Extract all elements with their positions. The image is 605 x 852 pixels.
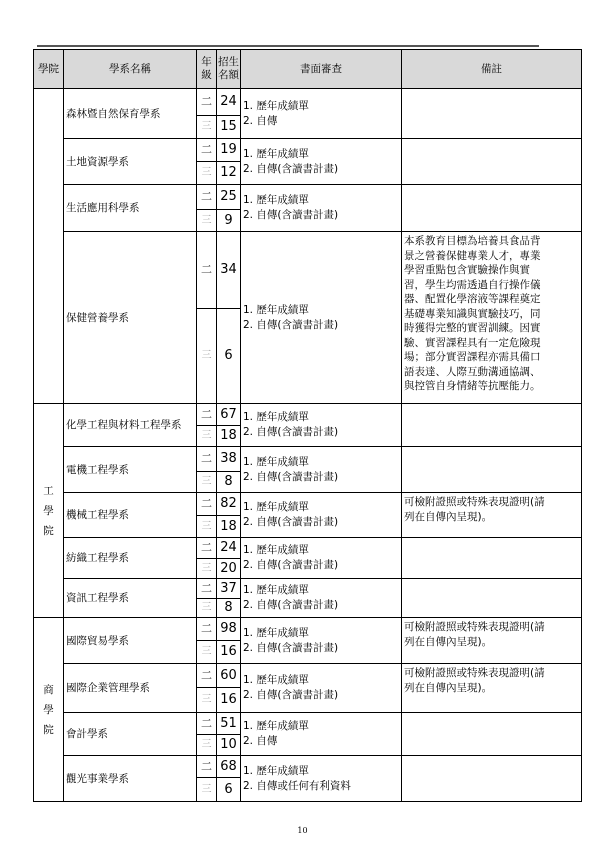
admissions-table [33, 49, 582, 802]
quota-grade3: 9 [217, 210, 241, 232]
program-name: 電機工程學系 [64, 447, 197, 493]
college-cell [34, 404, 64, 618]
college-name-char: 學 [43, 504, 54, 517]
grade-label: 三 [197, 162, 217, 185]
note-line: 時獲得完整的實習訓練。因實 [404, 322, 541, 334]
review-item: 2. 自傳(含讀書計畫) [243, 318, 339, 331]
college-name-char: 工 [43, 484, 54, 497]
note-line: 列在自傳內呈現)。 [404, 510, 493, 523]
review-items [241, 185, 402, 232]
review-item: 2. 自傳或任何有利資料 [243, 779, 351, 792]
college-name-char: 院 [43, 723, 54, 736]
quota-grade3: 20 [217, 559, 241, 579]
note-line: 習，學生均需透過自行操作儀 [404, 278, 541, 291]
note-line: 驗、實習課程具有一定危險現 [404, 336, 541, 349]
note-cell [402, 89, 582, 139]
grade-label: 三 [197, 559, 217, 579]
program-name: 土地資源學系 [64, 139, 197, 185]
review-items [241, 139, 402, 185]
grade-label: 三 [197, 778, 217, 802]
quota-grade2: 82 [217, 493, 241, 516]
review-item: 1. 歷年成績單 [243, 455, 309, 468]
grade-label: 二 [197, 404, 217, 426]
program-row [34, 579, 582, 599]
quota-grade3: 12 [217, 162, 241, 185]
note-cell [402, 756, 582, 802]
note-cell [402, 139, 582, 185]
program-row [34, 232, 582, 309]
note-line: 基礎專業知識與實驗技巧，同 [404, 307, 541, 320]
quota-grade2: 25 [217, 185, 241, 210]
review-item: 2. 自傳(含讀書計畫) [243, 599, 339, 611]
program-name: 國際企業管理學系 [64, 664, 197, 713]
program-row [34, 664, 582, 688]
program-name: 觀光事業學系 [64, 756, 197, 802]
review-item: 2. 自傳(含讀書計畫) [243, 559, 339, 571]
review-items [241, 404, 402, 447]
quota-grade2: 38 [217, 447, 241, 472]
note-cell [402, 664, 582, 713]
grade-label: 二 [197, 664, 217, 688]
grade-label: 二 [197, 713, 217, 735]
quota-grade2: 67 [217, 404, 241, 426]
college-name-char: 院 [43, 524, 54, 537]
program-name: 資訊工程學系 [64, 579, 197, 618]
college-name-char: 商 [43, 683, 54, 696]
review-items [241, 579, 402, 618]
header-program: 學系名稱 [64, 50, 197, 89]
grade-label: 三 [197, 426, 217, 447]
note-cell [402, 538, 582, 579]
review-item: 1. 歷年成績單 [243, 584, 309, 596]
note-line: 列在自傳內呈現)。 [404, 681, 493, 694]
note-line: 可檢附證照或特殊表現證明(請 [404, 621, 545, 633]
program-row [34, 139, 582, 162]
grade-label: 二 [197, 139, 217, 162]
review-item: 1. 歷年成績單 [243, 764, 309, 777]
review-item: 2. 自傳 [243, 735, 278, 747]
grade-label: 二 [197, 538, 217, 559]
review-item: 1. 歷年成績單 [243, 720, 309, 732]
college-cell [34, 618, 64, 802]
grade-label: 三 [197, 599, 217, 618]
program-row [34, 447, 582, 472]
grade-label: 二 [197, 232, 217, 309]
review-item: 2. 自傳(含讀書計畫) [243, 426, 339, 438]
review-item: 2. 自傳(含讀書計畫) [243, 689, 339, 701]
quota-grade3: 8 [217, 599, 241, 618]
grade-label: 二 [197, 756, 217, 778]
review-items [241, 538, 402, 579]
review-item: 1. 歷年成績單 [243, 544, 309, 556]
quota-grade3: 18 [217, 516, 241, 538]
note-cell [402, 493, 582, 538]
program-row [34, 89, 582, 116]
header-quota: 招生 名額 [217, 50, 241, 89]
program-name: 森林暨自然保育學系 [64, 89, 197, 139]
program-name: 化學工程與材料工程學系 [64, 404, 197, 447]
program-name: 國際貿易學系 [64, 618, 197, 664]
program-row [34, 756, 582, 778]
program-name: 保健營養學系 [64, 232, 197, 404]
quota-grade3: 15 [217, 116, 241, 139]
grade-label: 二 [197, 579, 217, 599]
note-line: 景之營養保健專業人才，專業 [404, 249, 541, 262]
quota-grade2: 19 [217, 139, 241, 162]
note-line: 可檢附證照或特殊表現證明(請 [404, 496, 545, 508]
note-line: 列在自傳內呈現)。 [404, 635, 493, 648]
review-items [241, 447, 402, 493]
review-item: 1. 歷年成績單 [243, 99, 309, 112]
review-item: 1. 歷年成績單 [243, 303, 309, 316]
page-number: 10 [297, 826, 308, 835]
note-cell [402, 232, 582, 404]
note-line: 器、配置化學溶液等課程奠定 [404, 293, 541, 305]
note-line: 場；部分實習課程亦需具備口 [404, 351, 541, 363]
note-cell [402, 579, 582, 618]
quota-grade3: 6 [217, 778, 241, 802]
review-item: 2. 自傳(含讀書計畫) [243, 162, 339, 175]
quota-grade2: 60 [217, 664, 241, 688]
header-college: 學院 [34, 50, 64, 89]
review-items [241, 664, 402, 713]
review-item: 1. 歷年成績單 [243, 194, 309, 206]
college-name-char: 學 [43, 703, 54, 716]
note-cell [402, 404, 582, 447]
review-item: 2. 自傳(含讀書計畫) [243, 641, 339, 654]
grade-label: 二 [197, 89, 217, 116]
grade-label: 三 [197, 735, 217, 756]
quota-grade2: 37 [217, 579, 241, 599]
header-review: 書面審查 [241, 50, 402, 89]
grade-label: 三 [197, 516, 217, 538]
quota-grade3: 16 [217, 641, 241, 664]
grade-label: 二 [197, 618, 217, 641]
program-row [34, 404, 582, 426]
grade-label: 三 [197, 309, 217, 404]
quota-grade2: 34 [217, 232, 241, 309]
note-cell [402, 713, 582, 756]
review-item: 2. 自傳(含讀書計畫) [243, 516, 339, 528]
quota-grade3: 16 [217, 688, 241, 713]
review-items [241, 756, 402, 802]
grade-label: 二 [197, 447, 217, 472]
grade-label: 二 [197, 493, 217, 516]
program-name: 機械工程學系 [64, 493, 197, 538]
header-note: 備註 [402, 50, 582, 89]
review-item: 1. 歷年成績單 [243, 411, 309, 423]
grade-label: 三 [197, 210, 217, 232]
review-items [241, 618, 402, 664]
top-rule [37, 45, 539, 47]
program-name: 紡織工程學系 [64, 538, 197, 579]
quota-grade3: 6 [217, 309, 241, 404]
quota-grade3: 10 [217, 735, 241, 756]
program-row [34, 185, 582, 210]
quota-grade2: 68 [217, 756, 241, 778]
grade-label: 二 [197, 185, 217, 210]
quota-grade2: 24 [217, 538, 241, 559]
grade-label: 三 [197, 472, 217, 493]
program-name: 生活應用科學系 [64, 185, 197, 232]
quota-grade3: 8 [217, 472, 241, 493]
note-line: 與控管自身情緒等抗壓能力。 [404, 380, 541, 392]
header-row [34, 50, 582, 89]
program-row [34, 493, 582, 516]
quota-grade2: 51 [217, 713, 241, 735]
header-grade: 年 級 [197, 50, 217, 89]
note-line: 本系教育目標為培養具食品背 [404, 235, 541, 247]
review-item: 1. 歷年成績單 [243, 674, 309, 686]
review-item: 2. 自傳(含讀書計畫) [243, 470, 339, 483]
review-items [241, 89, 402, 139]
review-items [241, 232, 402, 404]
quota-grade3: 18 [217, 426, 241, 447]
program-name: 會計學系 [64, 713, 197, 756]
review-item: 1. 歷年成績單 [243, 501, 309, 513]
college-cell [34, 89, 64, 404]
review-item: 2. 自傳 [243, 114, 278, 127]
review-item: 1. 歷年成績單 [243, 147, 309, 160]
note-line: 語表達、人際互動溝通協調、 [404, 365, 541, 378]
review-items [241, 713, 402, 756]
review-item: 1. 歷年成績單 [243, 626, 309, 639]
note-cell [402, 447, 582, 493]
note-line: 學習重點包含實驗操作與實 [404, 264, 530, 276]
program-row [34, 713, 582, 735]
note-line: 可檢附證照或特殊表現證明(請 [404, 667, 545, 679]
quota-grade2: 24 [217, 89, 241, 116]
review-items [241, 493, 402, 538]
grade-label: 三 [197, 116, 217, 139]
note-cell [402, 185, 582, 232]
quota-grade2: 98 [217, 618, 241, 641]
grade-label: 三 [197, 641, 217, 664]
note-cell [402, 618, 582, 664]
program-row [34, 618, 582, 641]
grade-label: 三 [197, 688, 217, 713]
program-row [34, 538, 582, 559]
review-item: 2. 自傳(含讀書計畫) [243, 209, 339, 221]
